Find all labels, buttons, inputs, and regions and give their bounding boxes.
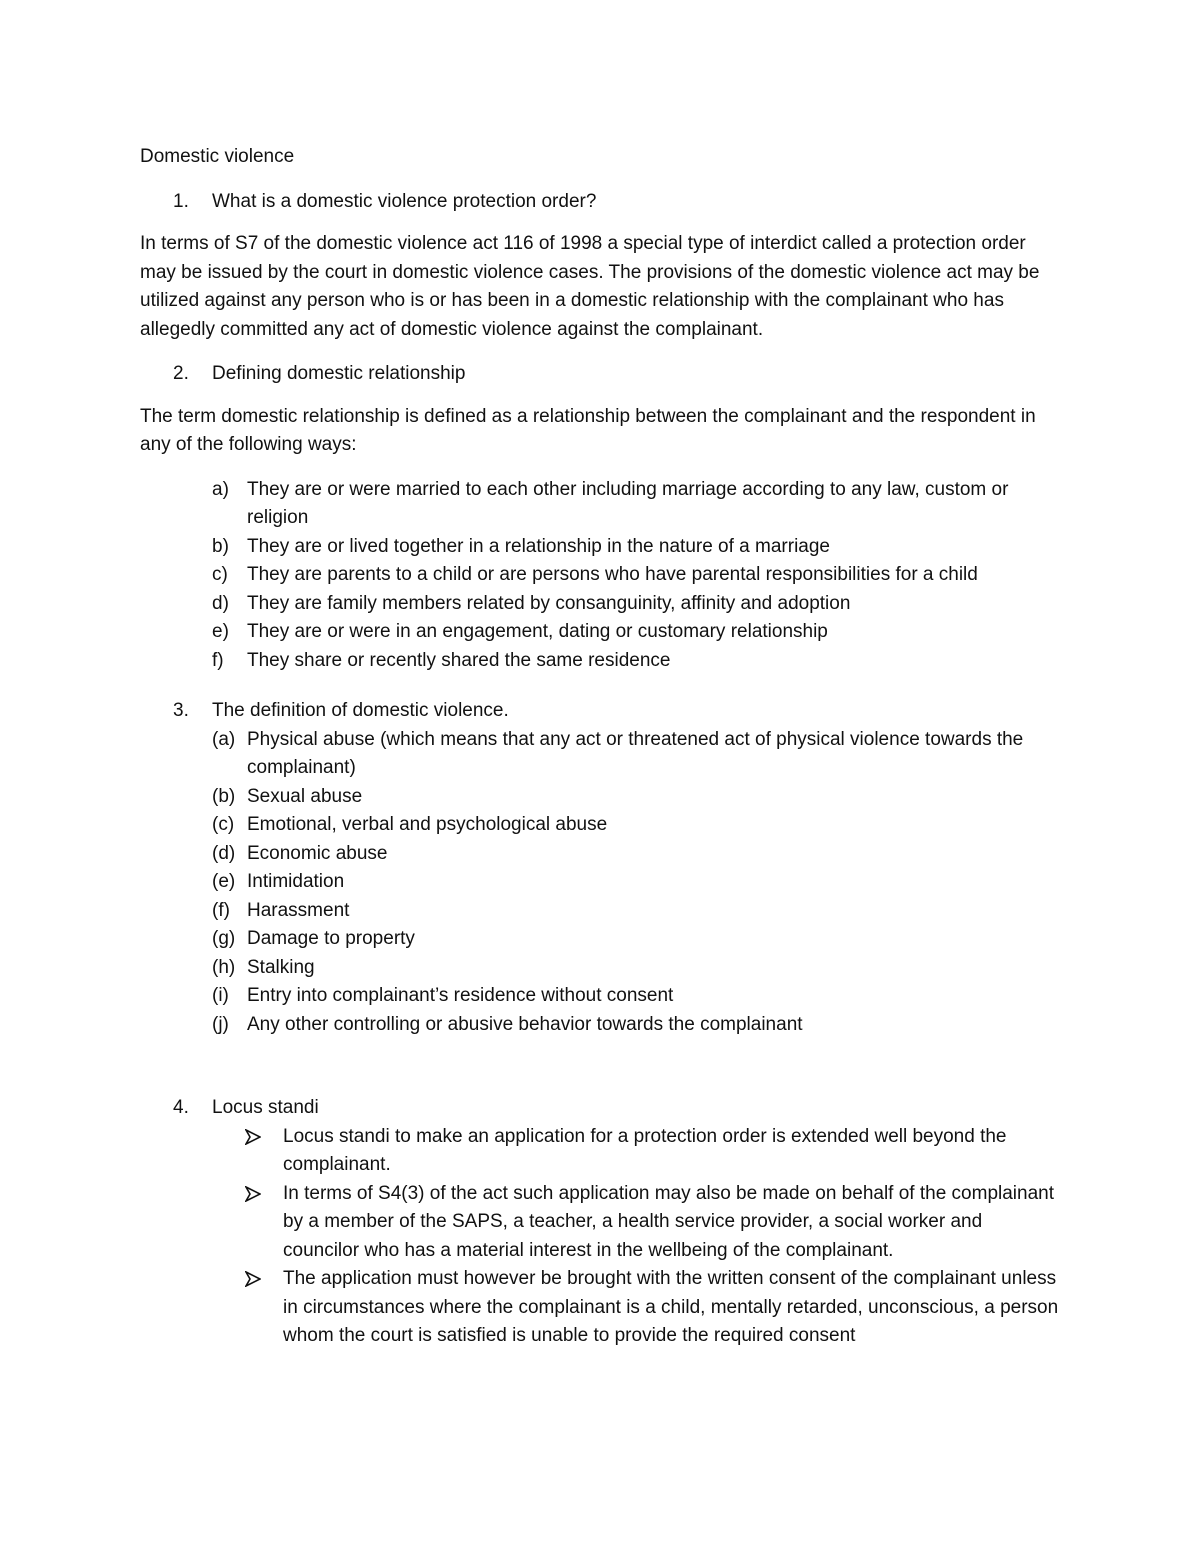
list-marker: (b) bbox=[212, 785, 236, 807]
list-marker: (g) bbox=[212, 928, 236, 949]
section-4-heading bbox=[140, 1094, 1060, 1123]
list-item bbox=[140, 561, 1060, 590]
list-item bbox=[140, 533, 1060, 562]
list-item bbox=[140, 925, 1060, 954]
list-item bbox=[140, 982, 1060, 1011]
section-1-paragraph: In terms of S7 of the domestic violence act 116 of 1998 a special type of interdict called a protection order may be issued by the court in domestic violence cases. The provisions of the domestic violence act may be utilized against any person who is or has been in a domestic relationship with the complainant who has allegedly committed any act of domestic violence against the complainant. bbox=[140, 233, 1040, 340]
list-item-text: They are family members related by consanguinity, affinity and adoption bbox=[247, 592, 851, 614]
section-heading-text: The definition of domestic violence. bbox=[212, 700, 509, 721]
list-item-text: They are or lived together in a relationship in the nature of a marriage bbox=[247, 535, 830, 557]
relationship-list bbox=[140, 476, 1060, 676]
list-item bbox=[140, 647, 1060, 676]
section-number: 2. bbox=[173, 363, 189, 384]
list-item-text: Intimidation bbox=[247, 871, 345, 892]
list-marker: e) bbox=[212, 621, 229, 642]
list-item-text: Economic abuse bbox=[247, 842, 388, 864]
list-item-text: They share or recently shared the same residence bbox=[247, 649, 671, 671]
list-item bbox=[140, 590, 1060, 619]
list-item-text: Damage to property bbox=[247, 928, 415, 949]
list-item-text: They are or were married to each other including marriage according to any law, custom or religion bbox=[247, 478, 1009, 528]
arrowhead-bullet-icon bbox=[245, 1271, 261, 1287]
document-title: Domestic violence bbox=[140, 146, 295, 167]
list-item-text: Emotional, verbal and psychological abuse bbox=[247, 814, 608, 835]
document-body bbox=[140, 143, 1060, 1351]
section-number: 3. bbox=[173, 700, 189, 721]
list-item-text: Physical abuse (which means that any act or threatened act of physical violence towards the complainant) bbox=[247, 728, 1024, 778]
list-marker: (j) bbox=[212, 1013, 229, 1035]
section-3-heading bbox=[140, 697, 1060, 726]
list-marker: b) bbox=[212, 535, 229, 557]
list-item bbox=[140, 811, 1060, 840]
list-item bbox=[140, 726, 1060, 783]
list-item bbox=[140, 1123, 1060, 1180]
section-number: 4. bbox=[173, 1097, 189, 1118]
section-2-paragraph: The term domestic relationship is defined as a relationship between the complainant and the respondent in any of the following ways: bbox=[140, 405, 1036, 455]
list-item bbox=[140, 840, 1060, 869]
arrowhead-bullet-icon bbox=[245, 1186, 261, 1202]
list-marker: c) bbox=[212, 564, 228, 585]
list-marker: a) bbox=[212, 478, 229, 500]
list-item bbox=[140, 1180, 1060, 1266]
list-item-text: Any other controlling or abusive behavior towards the complainant bbox=[247, 1013, 803, 1035]
locus-standi-list bbox=[140, 1123, 1060, 1351]
section-heading-text: Locus standi bbox=[212, 1097, 319, 1118]
list-item bbox=[140, 897, 1060, 926]
list-item-text: Locus standi to make an application for a protection order is extended well beyond the complainant. bbox=[283, 1125, 1007, 1175]
list-item bbox=[140, 868, 1060, 897]
list-item-text: They are or were in an engagement, dating or customary relationship bbox=[247, 621, 828, 642]
section-number: 1. bbox=[173, 190, 189, 212]
list-item bbox=[140, 1011, 1060, 1040]
section-heading-text: What is a domestic violence protection order? bbox=[212, 190, 597, 212]
list-item-text: The application must however be brought with the written consent of the complainant unless in circumstances where the complainant is a child, mentally retarded, unconscious, a person whom the court is satisfied is unable to provide the required consent bbox=[283, 1268, 1059, 1346]
list-marker: f) bbox=[212, 649, 224, 671]
violence-definition-list bbox=[140, 726, 1060, 1040]
list-item bbox=[140, 783, 1060, 812]
list-marker: (f) bbox=[212, 899, 230, 921]
list-item-text: Sexual abuse bbox=[247, 785, 363, 807]
list-marker: d) bbox=[212, 592, 229, 614]
list-marker: (e) bbox=[212, 871, 236, 892]
list-marker: (c) bbox=[212, 814, 235, 835]
list-item-text: In terms of S4(3) of the act such application may also be made on behalf of the complainant by a member of the SAPS, a teacher, a health service provider, a social worker and councilor who has a material interest in the wellbeing of the complainant. bbox=[283, 1182, 1054, 1261]
list-marker: (d) bbox=[212, 842, 236, 864]
list-marker: (i) bbox=[212, 985, 229, 1006]
list-item bbox=[140, 1265, 1060, 1351]
list-item-text: They are parents to a child or are persons who have parental responsibilities for a child bbox=[247, 564, 978, 585]
list-item bbox=[140, 476, 1060, 533]
list-marker: (a) bbox=[212, 728, 236, 750]
section-2-heading bbox=[140, 360, 1060, 389]
arrowhead-bullet-icon bbox=[245, 1129, 261, 1145]
section-1-heading bbox=[140, 188, 1060, 217]
list-item-text: Harassment bbox=[247, 899, 350, 921]
list-item-text: Entry into complainant’s residence without consent bbox=[247, 985, 674, 1006]
list-marker: (h) bbox=[212, 956, 236, 978]
list-item bbox=[140, 618, 1060, 647]
list-item-text: Stalking bbox=[247, 956, 315, 978]
section-heading-text: Defining domestic relationship bbox=[212, 363, 466, 384]
list-item bbox=[140, 954, 1060, 983]
